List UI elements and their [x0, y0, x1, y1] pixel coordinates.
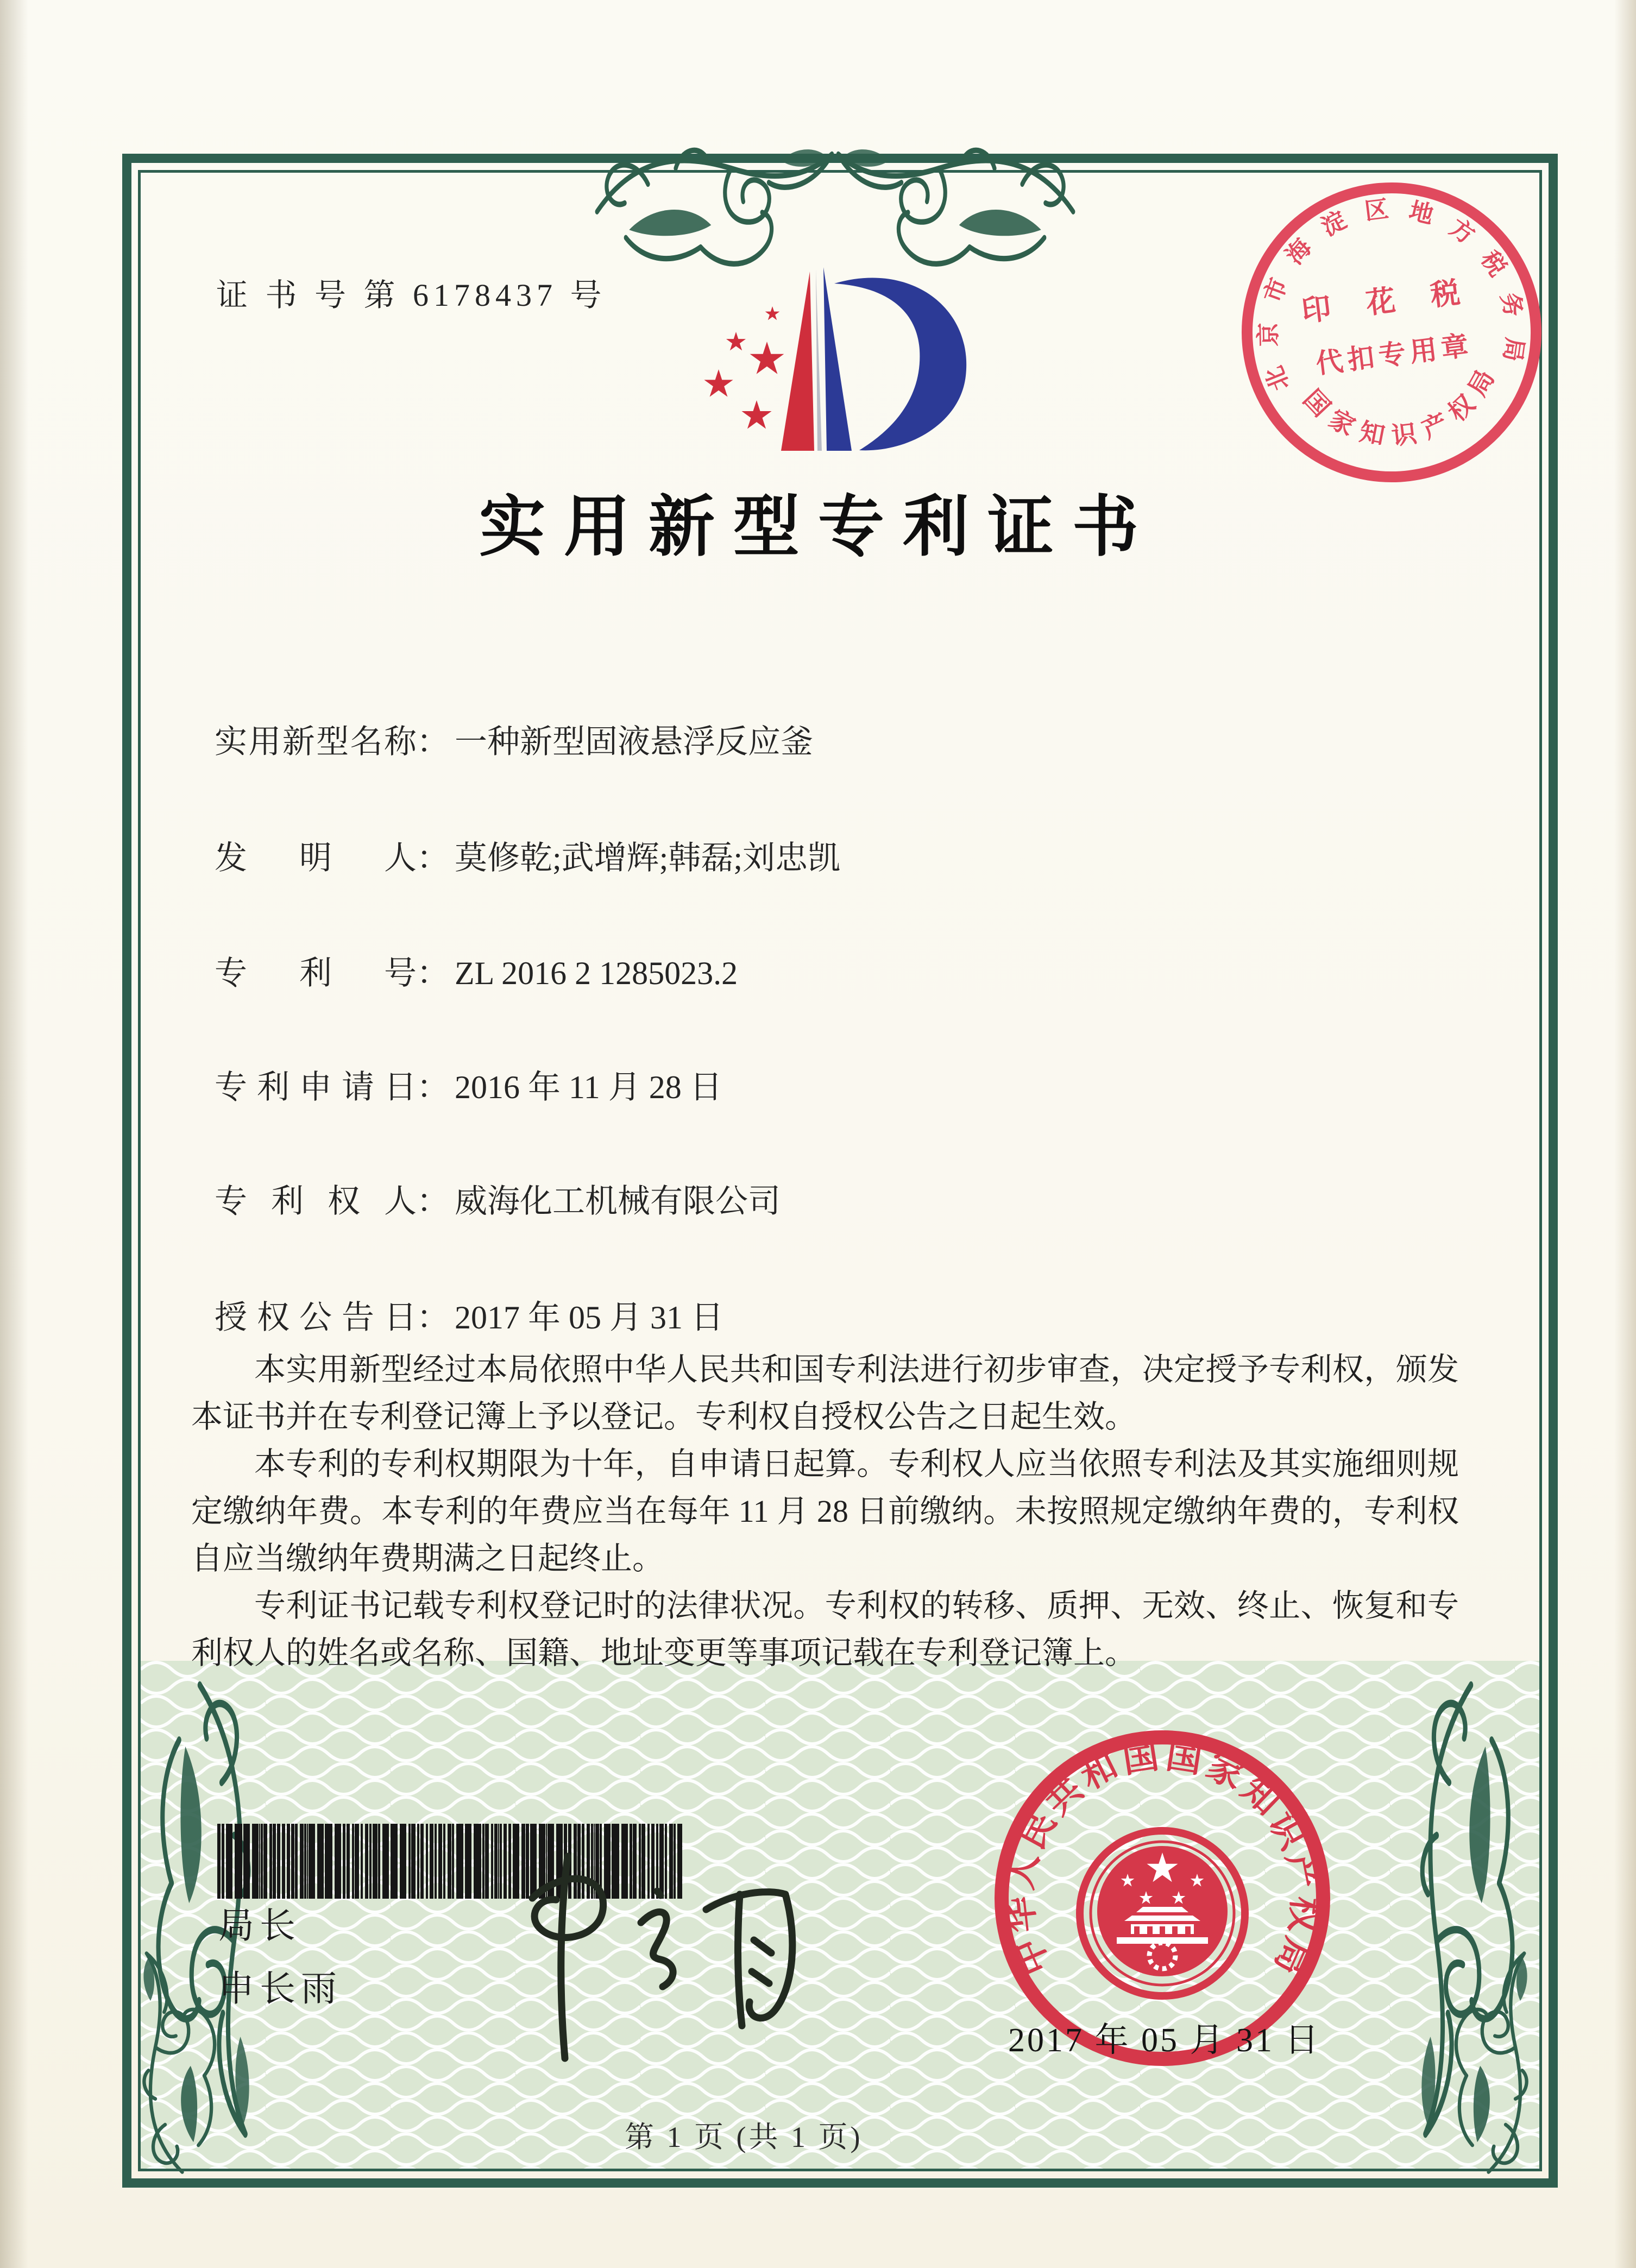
scan-edge-shadow-right: [1614, 0, 1636, 2268]
certificate-number: 证 书 号 第 6178437 号: [216, 278, 607, 313]
field-value: 2017 年 05 月 31 日: [455, 1300, 723, 1335]
field-value: 莫修乾;武增辉;韩磊;刘忠凯: [455, 840, 841, 876]
field-label: 发明人: [215, 840, 417, 876]
field-row-name: [215, 716, 813, 763]
field-value: 2016 年 11 月 28 日: [455, 1069, 722, 1105]
seal-ring-text: 中华人民共和国国家知识产权局: [999, 1736, 1325, 1981]
field-label: 专利申请日: [215, 1069, 417, 1105]
director-title: 局长: [218, 1906, 301, 1946]
legal-paragraph-2: 本专利的专利权期限为十年，自申请日起算。专利权人应当依照专利法及其实施细则规定缴纳年费。本专利的年费应当在每年 11 月 28 日前缴纳。未按照规定缴纳年费的，专利权自应当缴纳年费期满之日起终止。: [191, 1446, 1459, 1576]
field-colon: ：: [417, 724, 449, 760]
tax-stamp-arc-top-text: 北京市海淀区地方税务局: [1255, 196, 1528, 395]
tax-stamp-line1: 印 花 税: [1299, 274, 1476, 328]
field-row-grant-date: [215, 1292, 723, 1338]
cnipa-logo-icon: [652, 234, 989, 489]
field-value: 一种新型固液悬浮反应釜: [455, 724, 813, 760]
logo-gray-sliver: [816, 269, 822, 451]
certificate-title: 实用新型专利证书: [479, 491, 1157, 564]
field-colon: ：: [417, 1183, 449, 1219]
bottom-right-flourish-ornament: [1409, 1668, 1545, 2179]
director-name: 申长雨: [218, 1969, 342, 2009]
seal-date: 2017 年 05 月 31 日: [1008, 2022, 1321, 2059]
logo-blue-wedge: [823, 267, 852, 451]
national-emblem-icon: [1080, 1831, 1245, 1996]
field-value: 威海化工机械有限公司: [455, 1183, 781, 1219]
field-colon: ：: [417, 1300, 449, 1335]
tax-stamp-arc-bottom-text: 国家知识产权局: [1298, 365, 1500, 450]
field-label: 专利权人: [215, 1183, 417, 1219]
field-colon: ：: [417, 840, 449, 876]
field-row-inventors: [215, 832, 840, 879]
tax-stamp-icon: [1216, 157, 1567, 508]
logo-red-wedge: [781, 272, 814, 451]
field-label: 实用新型名称: [215, 724, 417, 760]
legal-paragraph-1: 本实用新型经过本局依照中华人民共和国专利法进行初步审查，决定授予专利权，颁发本证书并在专利登记簿上予以登记。专利权自授权公告之日起生效。: [191, 1352, 1459, 1434]
field-colon: ：: [417, 955, 449, 991]
tax-stamp-line2: 代扣专用章: [1314, 330, 1475, 380]
scan-edge-shadow-left: [0, 0, 28, 2268]
field-value: ZL 2016 2 1285023.2: [455, 955, 738, 991]
legal-text: [191, 1346, 1459, 1677]
legal-paragraph-3: 专利证书记载专利权登记时的法律状况。专利权的转移、质押、无效、终止、恢复和专利权人的姓名或名称、国籍、地址变更等事项记载在专利登记簿上。: [191, 1588, 1459, 1671]
director-signature-icon: [478, 1841, 836, 2069]
field-row-filing-date: [215, 1061, 722, 1108]
field-row-patentee: [215, 1175, 781, 1222]
field-label: 专利号: [215, 955, 417, 991]
page-footer: 第 1 页 (共 1 页): [625, 2121, 863, 2153]
logo-blue-bowl: [834, 278, 966, 451]
field-row-patent-no: [215, 947, 738, 994]
field-label: 授权公告日: [215, 1300, 417, 1335]
field-colon: ：: [417, 1069, 449, 1105]
